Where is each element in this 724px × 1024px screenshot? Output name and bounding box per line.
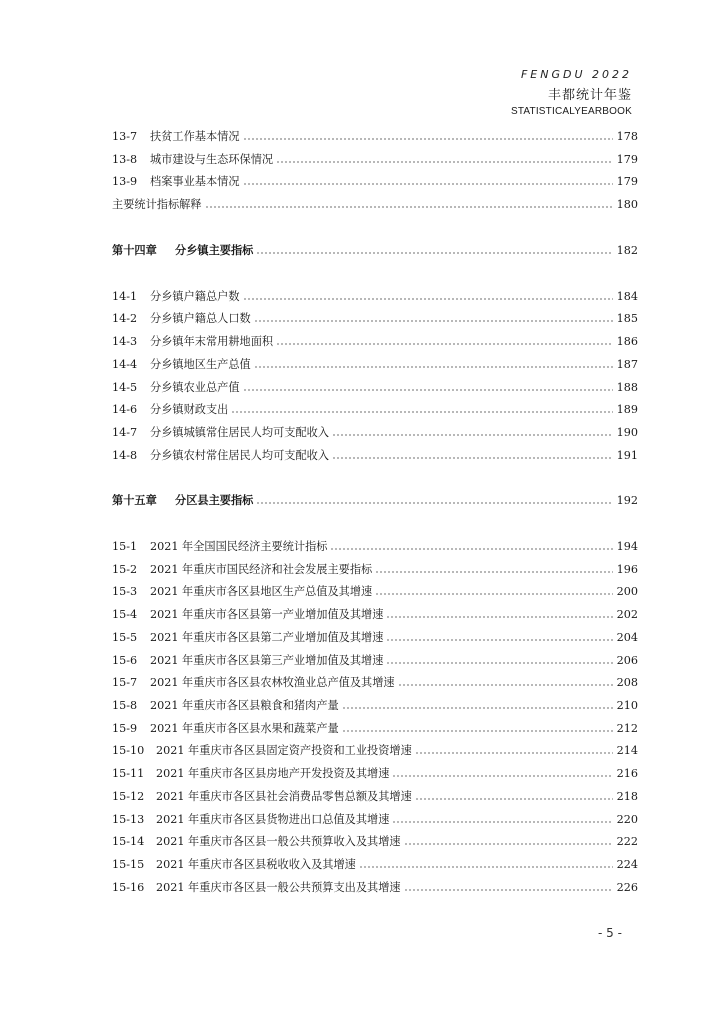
dot-leader — [386, 639, 613, 641]
dot-leader — [398, 684, 613, 686]
toc-entry-number: 15-5 — [112, 630, 138, 644]
toc-entry[interactable] — [112, 150, 638, 168]
toc-entry-title: 2021 年重庆市各区县粮食和猪肉产量 — [150, 699, 339, 712]
dot-leader — [359, 866, 613, 868]
dot-leader — [404, 889, 613, 891]
dot-leader — [392, 821, 613, 823]
toc-entry[interactable] — [112, 309, 638, 327]
toc-entry-page: 178 — [616, 129, 638, 143]
toc-entry-title: 2021 年全国国民经济主要统计指标 — [150, 540, 328, 553]
toc-entry[interactable] — [112, 195, 638, 213]
toc-entry-page: 214 — [616, 743, 638, 757]
toc-entry[interactable] — [112, 446, 638, 464]
toc-entry-number: 15-7 — [112, 675, 138, 689]
toc-entry-title: 分乡镇农业总产值 — [150, 381, 240, 394]
toc-entry-page: 194 — [616, 539, 638, 553]
page-number: - 5 - — [598, 926, 622, 940]
toc-entry-title: 分乡镇户籍总户数 — [150, 290, 240, 303]
toc-entry-title: 2021 年重庆市各区县税收收入及其增速 — [156, 858, 356, 871]
toc-entry-title: 2021 年重庆市各区县固定资产投资和工业投资增速 — [156, 744, 412, 757]
dot-leader — [375, 593, 613, 595]
toc-entry[interactable] — [112, 400, 638, 418]
dot-leader — [375, 571, 613, 573]
toc-entry-page: 179 — [616, 174, 638, 188]
toc-entry-page: 185 — [616, 311, 638, 325]
toc-entry-number: 14-5 — [112, 380, 138, 394]
toc-entry-page: 210 — [616, 698, 638, 712]
toc-entry-title: 分乡镇年末常用耕地面积 — [150, 335, 274, 348]
dot-leader — [386, 616, 613, 618]
toc-entry-number: 13-8 — [112, 152, 138, 166]
toc-entry-title: 2021 年重庆市各区县农林牧渔业总产值及其增速 — [150, 676, 395, 689]
toc-entry-number: 13-9 — [112, 174, 138, 188]
toc-entry[interactable] — [112, 741, 638, 759]
toc-entry[interactable] — [112, 560, 638, 578]
toc-entry[interactable] — [112, 378, 638, 396]
toc-entry-number: 13-7 — [112, 129, 138, 143]
toc-entry-title: 主要统计指标解释 — [112, 198, 202, 211]
dot-leader — [276, 343, 613, 345]
toc-entry[interactable] — [112, 628, 638, 646]
toc-entry[interactable] — [112, 287, 638, 305]
toc-entry-number: 15-2 — [112, 562, 138, 576]
toc-entry-title: 2021 年重庆市国民经济和社会发展主要指标 — [150, 563, 373, 576]
toc-entry-number: 15-12 — [112, 789, 145, 803]
toc-entry[interactable] — [112, 127, 638, 145]
toc-entry-title: 分乡镇地区生产总值 — [150, 358, 251, 371]
toc-entry-title: 2021 年重庆市各区县房地产开发投资及其增速 — [156, 767, 390, 780]
dot-leader — [254, 366, 613, 368]
dot-leader — [415, 752, 613, 754]
toc-entry[interactable] — [112, 332, 638, 350]
toc-entry-number: 14-3 — [112, 334, 138, 348]
toc-entry[interactable] — [112, 787, 638, 805]
toc-entry-page: 206 — [616, 653, 638, 667]
toc-entry-title: 2021 年重庆市各区县地区生产总值及其增速 — [150, 585, 373, 598]
dot-leader — [332, 434, 613, 436]
toc-entry-page: 226 — [616, 880, 638, 894]
dot-leader — [342, 730, 613, 732]
dot-leader — [231, 411, 613, 413]
toc-entry-page: 179 — [616, 152, 638, 166]
header-yearbook-label: STATISTICALYEARBOOK — [510, 106, 632, 117]
toc-entry-number: 15-8 — [112, 698, 138, 712]
toc-entry-number: 15-9 — [112, 721, 138, 735]
header-english-title: FENGDU 2022 — [520, 68, 632, 81]
toc-entry-title: 2021 年重庆市各区县一般公共预算支出及其增速 — [156, 881, 401, 894]
toc-entry[interactable] — [112, 810, 638, 828]
toc-entry-page: 189 — [616, 402, 638, 416]
toc-entry-title: 城市建设与生态环保情况 — [150, 153, 274, 166]
toc-entry-page: 202 — [616, 607, 638, 621]
toc-entry-title: 2021 年重庆市各区县一般公共预算收入及其增速 — [156, 835, 401, 848]
toc-entry-page: 204 — [616, 630, 638, 644]
toc-entry[interactable] — [112, 172, 638, 190]
toc-entry-number: 14-6 — [112, 402, 138, 416]
toc-entry-page: 191 — [616, 448, 638, 462]
chapter-number: 第十五章 — [112, 493, 157, 507]
toc-entry-number: 14-2 — [112, 311, 138, 325]
toc-entry-number: 15-3 — [112, 584, 138, 598]
dot-leader — [254, 320, 613, 322]
toc-entry-number: 14-8 — [112, 448, 138, 462]
dot-leader — [256, 502, 613, 504]
dot-leader — [276, 161, 613, 163]
toc-entry-page: 192 — [616, 493, 638, 507]
dot-leader — [392, 775, 613, 777]
dot-leader — [243, 138, 613, 140]
toc-entry-page: 222 — [616, 834, 638, 848]
toc-entry[interactable] — [112, 355, 638, 373]
toc-entry-page: 220 — [616, 812, 638, 826]
toc-entry[interactable] — [112, 651, 638, 669]
dot-leader — [256, 252, 613, 254]
toc-entry-page: 184 — [616, 289, 638, 303]
dot-leader — [330, 548, 613, 550]
toc-entry-title: 分乡镇财政支出 — [150, 403, 229, 416]
toc-entry[interactable] — [112, 605, 638, 623]
toc-entry-number: 15-11 — [112, 766, 145, 780]
toc-entry-number: 15-16 — [112, 880, 145, 894]
toc-entry-title: 分乡镇户籍总人口数 — [150, 312, 251, 325]
dot-leader — [404, 843, 613, 845]
toc-entry-page: 187 — [616, 357, 638, 371]
toc-entry-page: 216 — [616, 766, 638, 780]
toc-entry-page: 188 — [616, 380, 638, 394]
toc-entry[interactable] — [112, 764, 638, 782]
toc-entry-number: 14-4 — [112, 357, 138, 371]
toc-entry[interactable] — [112, 696, 638, 714]
toc-entry[interactable] — [112, 832, 638, 850]
toc-entry-number: 15-10 — [112, 743, 145, 757]
toc-entry-number: 15-4 — [112, 607, 138, 621]
dot-leader — [386, 662, 613, 664]
toc-entry[interactable] — [112, 582, 638, 600]
toc-entry-title: 2021 年重庆市各区县货物进出口总值及其增速 — [156, 813, 390, 826]
toc-entry-number: 14-7 — [112, 425, 138, 439]
dot-leader — [342, 707, 613, 709]
toc-entry-number: 15-6 — [112, 653, 138, 667]
toc-entry-page: 196 — [616, 562, 638, 576]
toc-entry-title: 扶贫工作基本情况 — [150, 130, 240, 143]
toc-entry-page: 186 — [616, 334, 638, 348]
toc-entry-page: 212 — [616, 721, 638, 735]
toc-entry-title: 2021 年重庆市各区县第一产业增加值及其增速 — [150, 608, 384, 621]
header-chinese-title: 丰都统计年鉴 — [547, 88, 632, 103]
toc-entry-page: 208 — [616, 675, 638, 689]
toc-entry-title: 分乡镇农村常住居民人均可支配收入 — [150, 449, 330, 462]
toc-entry-title: 分乡镇城镇常住居民人均可支配收入 — [150, 426, 330, 439]
toc-entry[interactable] — [112, 878, 638, 896]
toc-entry-number: 15-15 — [112, 857, 145, 871]
toc-entry[interactable] — [112, 537, 638, 555]
toc-chapter-heading[interactable] — [112, 241, 638, 259]
toc-entry-title: 档案事业基本情况 — [150, 175, 240, 188]
toc-entry-page: 180 — [616, 197, 638, 211]
toc-entry[interactable] — [112, 719, 638, 737]
dot-leader — [243, 389, 613, 391]
toc-entry[interactable] — [112, 673, 638, 691]
dot-leader — [415, 798, 613, 800]
toc-entry-page: 200 — [616, 584, 638, 598]
toc-entry[interactable] — [112, 855, 638, 873]
chapter-title: 分区县主要指标 — [175, 493, 254, 507]
toc-entry-number: 15-13 — [112, 812, 145, 826]
dot-leader — [205, 206, 613, 208]
chapter-title: 分乡镇主要指标 — [175, 243, 254, 257]
dot-leader — [332, 457, 613, 459]
toc-entry[interactable] — [112, 423, 638, 441]
dot-leader — [243, 183, 613, 185]
toc-entry-number: 15-14 — [112, 834, 145, 848]
toc-entry-number: 15-1 — [112, 539, 138, 553]
toc-chapter-heading[interactable] — [112, 491, 638, 509]
toc-entry-title: 2021 年重庆市各区县社会消费品零售总额及其增速 — [156, 790, 412, 803]
toc-entry-page: 224 — [616, 857, 638, 871]
toc-entry-title: 2021 年重庆市各区县第二产业增加值及其增速 — [150, 631, 384, 644]
toc-entry-number: 14-1 — [112, 289, 138, 303]
chapter-number: 第十四章 — [112, 243, 157, 257]
toc-entry-page: 218 — [616, 789, 638, 803]
toc-entry-page: 190 — [616, 425, 638, 439]
dot-leader — [243, 298, 613, 300]
toc-entry-title: 2021 年重庆市各区县水果和蔬菜产量 — [150, 722, 339, 735]
toc-entry-page: 182 — [616, 243, 638, 257]
toc-entry-title: 2021 年重庆市各区县第三产业增加值及其增速 — [150, 654, 384, 667]
